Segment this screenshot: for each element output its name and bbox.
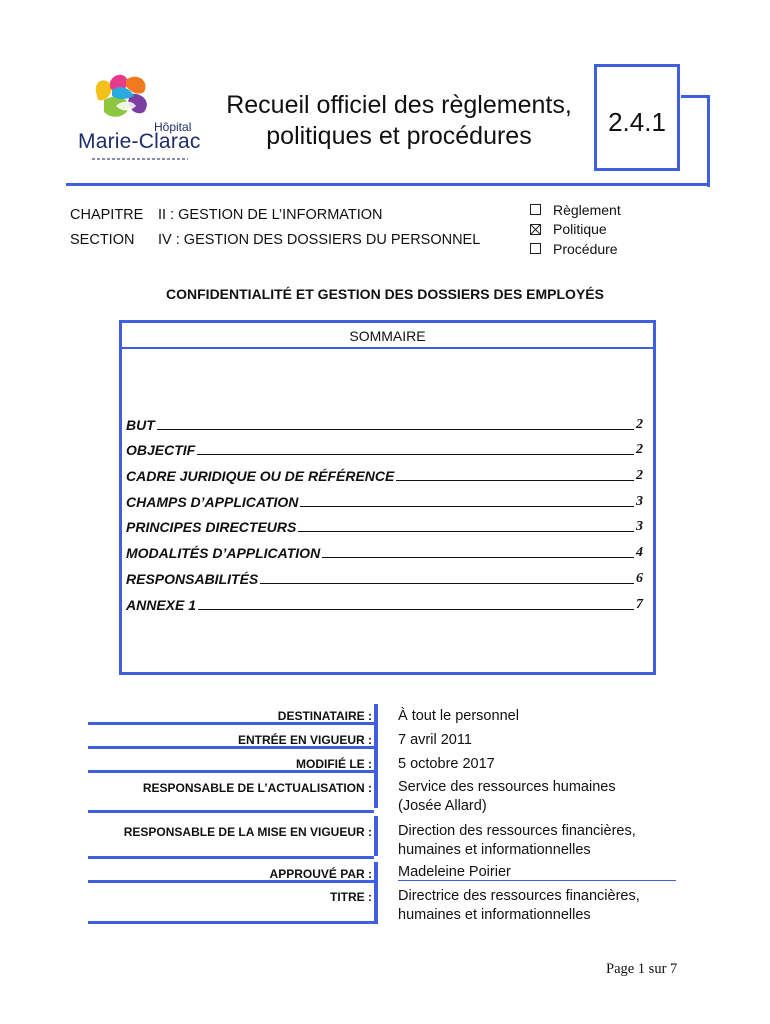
toc-item-label: OBJECTIF bbox=[126, 442, 196, 459]
toc-item[interactable] bbox=[126, 587, 643, 613]
document-code: 2.4.1 bbox=[608, 107, 666, 137]
approuve-value: Madeleine Poirier bbox=[398, 864, 511, 880]
toc-item-label: RESPONSABILITÉS bbox=[126, 570, 259, 587]
toc-leader bbox=[260, 583, 634, 584]
code-box-frame bbox=[681, 95, 710, 187]
toc-item[interactable] bbox=[126, 433, 643, 459]
toc-item[interactable] bbox=[126, 407, 643, 433]
toc-item-page: 4 bbox=[636, 545, 643, 561]
toc-leader bbox=[298, 531, 634, 532]
toc-leader bbox=[300, 506, 634, 507]
document-title bbox=[204, 90, 594, 152]
section-line bbox=[70, 232, 480, 248]
toc-item-label: CADRE JURIDIQUE OU DE RÉFÉRENCE bbox=[126, 468, 395, 485]
toc-leader bbox=[197, 454, 634, 455]
chapter-key: CHAPITRE bbox=[70, 207, 144, 223]
modifie-label: MODIFIÉ LE : bbox=[296, 757, 372, 771]
document-code-box bbox=[594, 64, 680, 171]
toc-list bbox=[126, 407, 643, 613]
toc-item[interactable] bbox=[126, 484, 643, 510]
section-key: SECTION bbox=[70, 232, 135, 248]
info-rule bbox=[88, 810, 374, 813]
toc-item-label: BUT bbox=[126, 416, 155, 433]
toc-item[interactable] bbox=[126, 510, 643, 536]
titre-label: TITRE : bbox=[330, 890, 372, 904]
resp-mise-label: RESPONSABLE DE LA MISE EN VIGUEUR : bbox=[123, 825, 372, 839]
logo-flower-icon bbox=[92, 70, 154, 126]
document-title-line1: Recueil officiel des règlements, bbox=[226, 91, 572, 119]
document-title-line2: politiques et procédures bbox=[266, 122, 532, 150]
toc-item-page: 2 bbox=[636, 442, 643, 458]
document-type-list bbox=[530, 200, 621, 259]
reglement-checkbox[interactable] bbox=[530, 204, 541, 215]
chapter-value: II : GESTION DE L’INFORMATION bbox=[158, 207, 383, 223]
header-divider bbox=[66, 183, 710, 186]
approuve-label: APPROUVÉ PAR : bbox=[269, 867, 372, 881]
titre-line2: humaines et informationnelles bbox=[398, 907, 591, 923]
info-rule bbox=[88, 921, 374, 924]
resp-mise-line2: humaines et informationnelles bbox=[398, 842, 591, 858]
toc-heading: SOMMAIRE bbox=[122, 323, 653, 349]
destinataire-value: À tout le personnel bbox=[398, 708, 519, 724]
type-label: Procédure bbox=[553, 240, 618, 257]
toc-leader bbox=[198, 609, 634, 610]
resp-actualisation-value bbox=[398, 778, 616, 816]
info-rule bbox=[88, 856, 374, 859]
hospital-logo bbox=[78, 70, 203, 165]
type-politique bbox=[530, 220, 621, 240]
info-bar-middle bbox=[374, 816, 378, 856]
procedure-checkbox[interactable] bbox=[530, 243, 541, 254]
toc-item-page: 2 bbox=[636, 416, 643, 432]
logo-tagline bbox=[92, 158, 188, 160]
toc-leader bbox=[322, 557, 634, 558]
politique-checkbox[interactable] bbox=[530, 224, 541, 235]
resp-actualisation-line1: Service des ressources humaines bbox=[398, 779, 616, 795]
toc-item-label: PRINCIPES DIRECTEURS bbox=[126, 519, 297, 536]
toc-item-label: MODALITÉS D’APPLICATION bbox=[126, 545, 321, 562]
resp-actualisation-line2: (Josée Allard) bbox=[398, 798, 487, 814]
resp-mise-value bbox=[398, 822, 636, 860]
info-bar-bottom bbox=[374, 862, 378, 924]
resp-mise-line1: Direction des ressources financières, bbox=[398, 823, 636, 839]
toc-item[interactable] bbox=[126, 458, 643, 484]
section-value: IV : GESTION DES DOSSIERS DU PERSONNEL bbox=[158, 232, 481, 248]
toc-item-page: 3 bbox=[636, 519, 643, 535]
logo-hopital-text: Hôpital bbox=[154, 120, 192, 134]
type-procedure bbox=[530, 239, 621, 259]
toc-item-page: 7 bbox=[636, 596, 643, 612]
toc-item-label: CHAMPS D’APPLICATION bbox=[126, 493, 299, 510]
entree-value: 7 avril 2011 bbox=[398, 732, 472, 748]
policy-title: CONFIDENTIALITÉ ET GESTION DES DOSSIERS DES EMPLOYÉS bbox=[166, 286, 604, 302]
page-number: Page 1 sur 7 bbox=[606, 961, 678, 977]
entree-label: ENTRÉE EN VIGUEUR : bbox=[237, 733, 372, 747]
type-label: Politique bbox=[553, 221, 607, 238]
modifie-value: 5 octobre 2017 bbox=[398, 756, 495, 772]
toc-item-page: 3 bbox=[636, 493, 643, 509]
titre-line1: Directrice des ressources financières, bbox=[398, 888, 640, 904]
toc-item-page: 2 bbox=[636, 468, 643, 484]
toc-item-page: 6 bbox=[636, 570, 643, 586]
toc-item[interactable] bbox=[126, 535, 643, 561]
type-label: Règlement bbox=[553, 201, 621, 218]
logo-brand-name: Marie-Clarac bbox=[78, 130, 201, 153]
toc-item[interactable] bbox=[126, 561, 643, 587]
titre-value bbox=[398, 887, 640, 925]
toc-item-label: ANNEXE 1 bbox=[126, 596, 197, 613]
chapter-line bbox=[70, 207, 383, 223]
info-bar-top bbox=[374, 704, 378, 808]
type-reglement bbox=[530, 200, 621, 220]
table-of-contents bbox=[119, 320, 656, 675]
toc-leader bbox=[157, 429, 634, 430]
toc-leader bbox=[396, 480, 634, 481]
resp-actualisation-label: RESPONSABLE DE L’ACTUALISATION : bbox=[142, 781, 372, 795]
destinataire-label: DESTINATAIRE : bbox=[277, 709, 372, 723]
